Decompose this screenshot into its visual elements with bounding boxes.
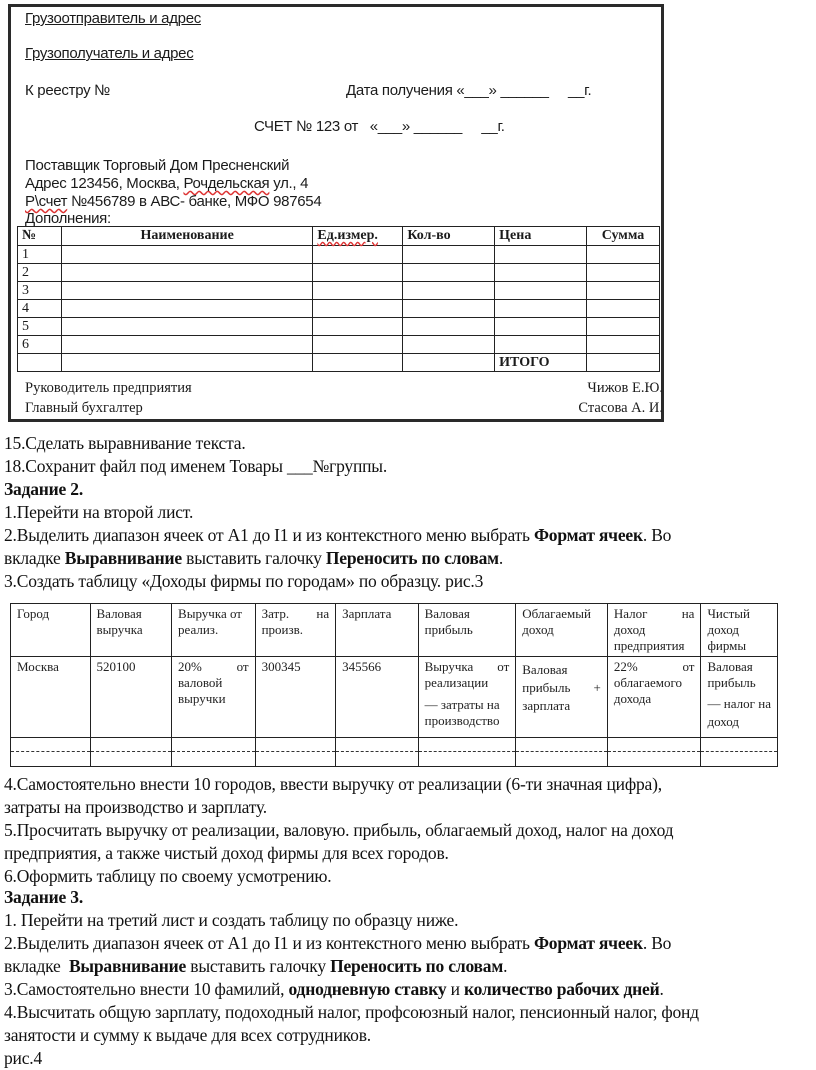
cell-production-costs: 300345 <box>255 657 336 738</box>
row-number: 3 <box>18 282 62 300</box>
working-days-term: количество рабочих дней <box>463 979 660 999</box>
cell <box>313 354 403 372</box>
col-sum: Сумма <box>587 227 660 246</box>
accountant-name: Стасова А. И. <box>578 400 663 416</box>
figure-4-caption: рис.4 <box>4 1048 43 1068</box>
cell <box>313 336 403 354</box>
address-label <box>25 175 308 192</box>
text-span: 3.Самостоятельно внести 10 фамилий, <box>4 979 289 999</box>
cell <box>516 738 608 767</box>
task-3-step-3 <box>4 978 664 1001</box>
cell <box>495 264 587 282</box>
cell-taxable-income: Валовая прибыль + зарплата <box>516 657 608 738</box>
cell <box>495 300 587 318</box>
row-number: 1 <box>18 246 62 264</box>
text-span: . <box>503 956 508 976</box>
cell <box>495 336 587 354</box>
cell <box>61 264 313 282</box>
net-income-formula-b: — налог на доход <box>707 696 771 729</box>
cell <box>495 282 587 300</box>
table-row <box>18 318 660 336</box>
cell <box>403 264 495 282</box>
cell-gross-profit <box>418 657 516 738</box>
cell <box>11 738 91 767</box>
task-2-step-2-cont <box>4 547 503 570</box>
cell <box>313 264 403 282</box>
table-row <box>11 657 778 738</box>
col-sales-revenue: Выручка от реализ. <box>172 604 256 657</box>
row-number: 5 <box>18 318 62 336</box>
address-prefix: Адрес 123456, Москва, <box>25 175 184 192</box>
col-salary: Зарплата <box>336 604 419 657</box>
cell <box>403 300 495 318</box>
task-2-step-5-cont: предприятия, а также чистый доход фирмы для всех городов. <box>4 843 449 863</box>
cell <box>313 300 403 318</box>
text-span: и <box>446 979 464 999</box>
text-span: выставить галочку <box>181 548 326 568</box>
account-suffix: №456789 в АВС- банке, МФО 987654 <box>67 193 322 210</box>
cell-sales-revenue: 20% от валовой выручки <box>172 657 256 738</box>
text-span: . <box>498 548 504 568</box>
cell <box>587 246 660 264</box>
net-income-formula-a: Валовая прибыль <box>707 659 756 690</box>
task-2-step-6: 6.Оформить таблицу по своему усмотрению. <box>4 866 332 886</box>
cell <box>607 738 701 767</box>
daily-rate-term: однодневную ставку <box>288 979 447 999</box>
cell <box>313 246 403 264</box>
gross-profit-formula-a: Выручка от реализации <box>424 659 510 690</box>
cell <box>495 246 587 264</box>
task-3-step-4-cont: занятости и сумму к выдаче для всех сотрудников. <box>4 1025 371 1045</box>
col-income-tax: Налог на доход предприятия <box>607 604 701 657</box>
cell <box>313 282 403 300</box>
step-15: 15.Сделать выравнивание текста. <box>4 433 246 453</box>
col-qty: Кол-во <box>403 227 495 246</box>
task-2-step-1: 1.Перейти на второй лист. <box>4 502 194 522</box>
col-net-income: Чистый доход фирмы <box>701 604 778 657</box>
col-gross-profit: Валовая прибыль <box>418 604 516 657</box>
task-2-step-4: 4.Самостоятельно внести 10 городов, ввести выручку от реализации (6-ти значная цифра), <box>4 774 662 794</box>
account-prefix: Р\счет <box>25 193 68 210</box>
cell-salary: 345566 <box>336 657 419 738</box>
cell <box>403 282 495 300</box>
total-row <box>18 354 660 372</box>
consignee-label: Грузополучатель и адрес <box>25 45 194 62</box>
cell <box>403 246 495 264</box>
task-3-step-2-cont <box>4 955 507 978</box>
cell <box>701 738 778 767</box>
task-2-step-3: 3.Создать таблицу «Доходы фирмы по городам» по образцу. рис.3 <box>4 571 484 591</box>
col-taxable-income: Облагаемый доход <box>516 604 608 657</box>
cell-net-income <box>701 657 778 738</box>
cell <box>418 738 516 767</box>
table-header-row <box>11 604 778 657</box>
additions-label: Дополнения: <box>25 210 111 227</box>
wrap-text-term: Переносить по словам <box>325 548 499 568</box>
cell <box>587 264 660 282</box>
cell-city: Москва <box>11 657 91 738</box>
wrap-text-term: Переносить по словам <box>330 956 504 976</box>
cell <box>61 246 313 264</box>
format-cells-term: Формат ячеек <box>533 933 643 953</box>
cell-income-tax: 22% от облагаемого дохода <box>607 657 701 738</box>
cell <box>495 318 587 336</box>
income-by-city-table <box>10 603 778 767</box>
col-unit-label: Ед.измер. <box>317 228 378 243</box>
cell <box>90 738 172 767</box>
table-row <box>18 336 660 354</box>
row-number: 6 <box>18 336 62 354</box>
format-cells-term: Формат ячеек <box>533 525 643 545</box>
alignment-term: Выравнивание <box>68 956 187 976</box>
address-suffix: ул., 4 <box>269 175 309 192</box>
text-span: . <box>659 979 664 999</box>
table-row <box>18 264 660 282</box>
step-18: 18.Сохранит файл под именем Товары ___№группы. <box>4 456 388 476</box>
invoice-items-table <box>17 226 660 372</box>
registry-label: К реестру № <box>25 82 110 99</box>
table-row <box>18 282 660 300</box>
account-label <box>25 193 321 210</box>
cell <box>61 354 313 372</box>
cell <box>336 738 419 767</box>
shipper-label: Грузоотправитель и адрес <box>25 10 201 27</box>
address-street: Рочдельская <box>183 175 270 192</box>
cell <box>61 282 313 300</box>
col-city: Город <box>11 604 91 657</box>
total-label: ИТОГО <box>495 354 587 372</box>
task-2-step-4-cont: затраты на производство и зарплату. <box>4 797 267 817</box>
cell <box>61 318 313 336</box>
table-row <box>18 300 660 318</box>
col-number: № <box>18 227 62 246</box>
cell <box>587 282 660 300</box>
task-3-step-4: 4.Высчитать общую зарплату, подоходный налог, профсоюзный налог, пенсионный налог, фонд <box>4 1002 699 1022</box>
task-3-title <box>4 886 83 909</box>
text-span: 2.Выделить диапазон ячеек от А1 до I1 и из контекстного меню выбрать <box>4 933 534 953</box>
col-name: Наименование <box>61 227 313 246</box>
col-unit <box>313 227 403 246</box>
cell <box>18 354 62 372</box>
cell <box>403 318 495 336</box>
cell <box>587 336 660 354</box>
cell <box>587 318 660 336</box>
cell <box>172 738 256 767</box>
col-gross-revenue: Валовая выручка <box>90 604 172 657</box>
invoice-title: СЧЕТ № 123 от «___» ______ __г. <box>254 118 505 135</box>
col-production-costs: Затр. на произв. <box>255 604 336 657</box>
invoice-figure <box>8 4 664 422</box>
task-3-step-1: 1. Перейти на третий лист и создать таблицу по образцу ниже. <box>4 910 459 930</box>
gross-profit-formula-b: — затраты на производство <box>424 697 500 728</box>
task-3-heading: Задание 3. <box>4 887 84 907</box>
row-number: 4 <box>18 300 62 318</box>
director-label: Руководитель предприятия <box>25 380 192 396</box>
cell <box>61 300 313 318</box>
text-span: . Во <box>642 525 672 545</box>
text-span: вкладке <box>4 956 69 976</box>
text-span: . Во <box>642 933 672 953</box>
cell <box>255 738 336 767</box>
cell <box>403 354 495 372</box>
text-span: 2.Выделить диапазон ячеек от А1 до I1 и из контекстного меню выбрать <box>4 525 534 545</box>
accountant-label: Главный бухгалтер <box>25 400 143 416</box>
cell <box>587 300 660 318</box>
task-2-title <box>4 478 83 501</box>
cell <box>403 336 495 354</box>
task-3-step-2 <box>4 932 671 955</box>
row-number: 2 <box>18 264 62 282</box>
receipt-date-label: Дата получения «___» ______ __г. <box>346 82 592 99</box>
cell <box>587 354 660 372</box>
text-span: вкладке <box>4 548 65 568</box>
text-span: выставить галочку <box>186 956 331 976</box>
task-2-step-2 <box>4 524 671 547</box>
alignment-term: Выравнивание <box>64 548 182 568</box>
cell-gross-revenue: 520100 <box>90 657 172 738</box>
task-2-step-5: 5.Просчитать выручку от реализации, валовую. прибыль, облагаемый доход, налог на доход <box>4 820 674 840</box>
col-price: Цена <box>495 227 587 246</box>
cell <box>61 336 313 354</box>
cell <box>313 318 403 336</box>
table-row <box>18 246 660 264</box>
task-2-heading: Задание 2. <box>4 479 84 499</box>
table-header-row <box>18 227 660 246</box>
placeholder-row <box>11 738 778 767</box>
director-name: Чижов Е.Ю. <box>587 380 663 396</box>
supplier-label: Поставщик Торговый Дом Пресненский <box>25 157 290 174</box>
